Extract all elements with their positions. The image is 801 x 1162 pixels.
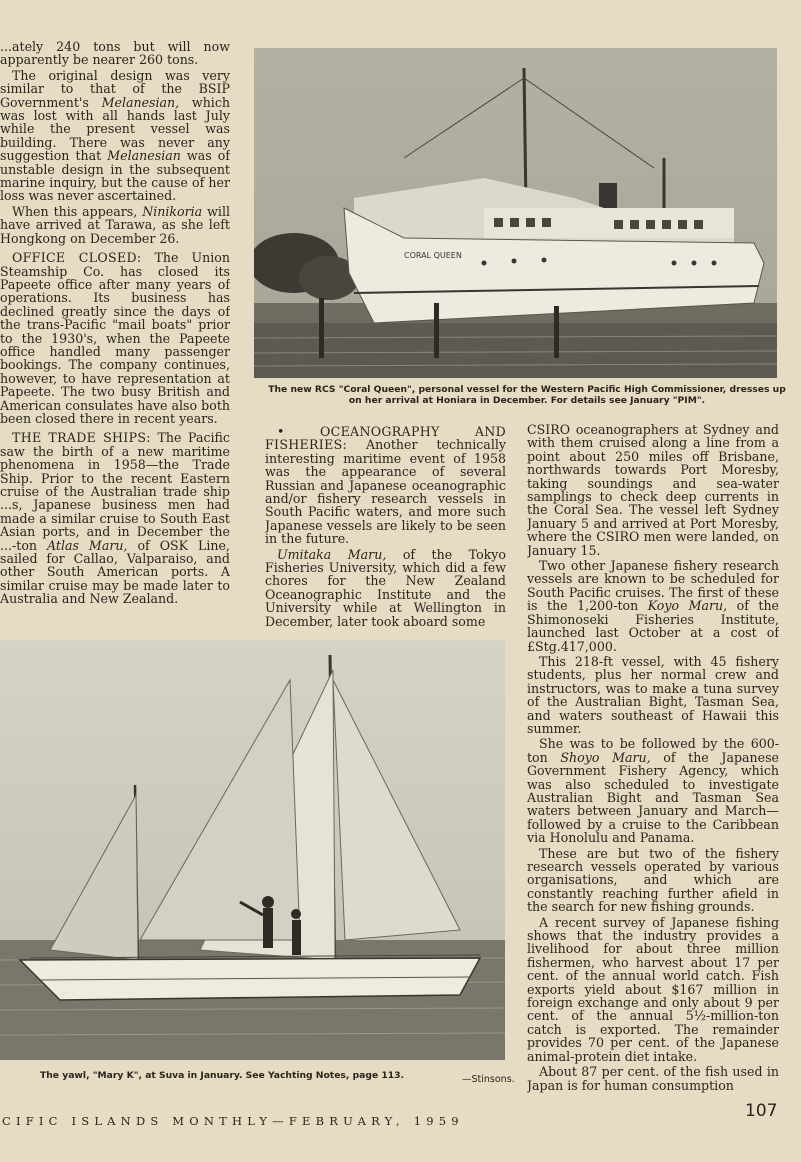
right-paragraph-5: These are but two of the fishery research vessels operated by various organisations, and which are constantly reaching further afield in the search for new fishing grounds. — [527, 845, 779, 915]
hull-name: CORAL QUEEN — [404, 251, 462, 260]
left-paragraph-3: When this appears, Ninikoria will have arrived at Tarawa, as she left Hongkong on December 26. — [0, 203, 230, 246]
right-paragraph-3: This 218-ft vessel, with 45 fishery students, plus her normal crew and instructors, was to make a tuna survey of the Australian Bight, Tasman Sea, and waters southeast of Hawaii this summer. — [527, 653, 779, 736]
footer-publication-title: CIFIC ISLANDS MONTHLY—FEBRUARY, 1959 — [2, 1114, 464, 1128]
yawl-photo-caption: The yawl, "Mary K", at Suva in January. See Yachting Notes, page 113. — [40, 1070, 405, 1081]
left-paragraph-1: ...ately 240 tons but will now apparently be nearer 260 tons. — [0, 40, 230, 68]
right-paragraph-2: Two other Japanese fishery research vessels are known to be scheduled for South Pacific cruises. The first of these is the 1,200-ton Koyo Maru, of the Shimonoseki Fisheries Institute, launched last October at a cost of £Stg.417,000. — [527, 558, 779, 654]
middle-paragraph-oceanography: • OCEANOGRAPHY AND FISHERIES: Another technically interesting maritime event of 1958 was the appearance of several Russian and Japanese oceanographic and/or fishery research vessels in South Pacific waters, and more such Japanese vessels are likely to be seen in the future. — [265, 425, 506, 547]
right-paragraph-1: CSIRO oceanographers at Sydney and with them cruised along a line from a point about 250 miles off Brisbane, northwards towards Port Moresby, taking soundings and sea-water samplings to check deep currents in the Coral Sea. The vessel left Sydney January 5 and arrived at Port Moresby, where the CSIRO men were landed, on January 15. — [527, 423, 779, 558]
middle-column — [265, 425, 506, 630]
left-paragraph-trade-ships: THE TRADE SHIPS: The Pacific saw the birth of a new maritime phenomena in 1958—the Trade Ship. Prior to the recent Eastern cruise of the Australian trade ship ...s, Japanese business men had made a similar cruise to South East Asian ports, and in December the ...-ton Atlas Maru, of OSK Line, sailed for Callao, Valparaiso, and other South American ports. A similar cruise may be made later to Australia and New Zealand. — [0, 430, 230, 607]
right-column — [527, 423, 779, 1094]
left-paragraph-office-closed: OFFICE CLOSED: The Union Steamship Co. has closed its Papeete office after many years of operations. Its business has declined greatly since the days of the trans-Pacific "mail boats" prior to the 1930's, when the Papeete office handled many passenger bookings. The company continues, however, to have representation at Papeete. The two busy British and American consulates have also both been closed there in recent years. — [0, 250, 230, 426]
right-paragraph-4: She was to be followed by the 600-ton Shoyo Maru, of the Japanese Government Fishery Agency, which was also scheduled to investigate Australian Bight and Tasman Sea waters between January and March—followed by a cruise to the Caribbean via Honolulu and Panama. — [527, 736, 779, 846]
middle-paragraph-umitaka: Umitaka Maru, of the Tokyo Fisheries University, which did a few chores for the New Zealand Oceanographic Institute and the University while at Wellington in December, later took aboard some — [265, 546, 506, 629]
right-paragraph-7: About 87 per cent. of the fish used in Japan is for human consumption — [527, 1064, 779, 1093]
right-paragraph-6: A recent survey of Japanese fishing shows that the industry provides a livelihood for about three million fishermen, who harvest about 17 per cent. of the annual world catch. Fish exports yield about $167 million in foreign exchange and only about 9 per cent. of the annual 5½-million-ton catch is exported. The remainder provides 70 per cent. of the Japanese animal-protein diet intake. — [527, 914, 779, 1064]
ship-photo-caption: The new RCS "Coral Queen", personal vessel for the Western Pacific High Commissioner, dresses up on her arrival at Honiara in December. For details see January "PIM". — [268, 384, 786, 406]
page-number: 107 — [745, 1101, 778, 1121]
photo-credit: —Stinsons. — [462, 1074, 515, 1085]
ship-photo — [254, 48, 777, 378]
left-paragraph-2: The original design was very similar to that of the BSIP Government's Melanesian, which was lost with all hands last July while the present vessel was building. There was never any suggestion that Melanesian was of unstable design in the subsequent marine inquiry, but the cause of her loss was never ascertained. — [0, 67, 230, 204]
left-column — [0, 40, 230, 608]
yawl-photo — [0, 640, 505, 1060]
